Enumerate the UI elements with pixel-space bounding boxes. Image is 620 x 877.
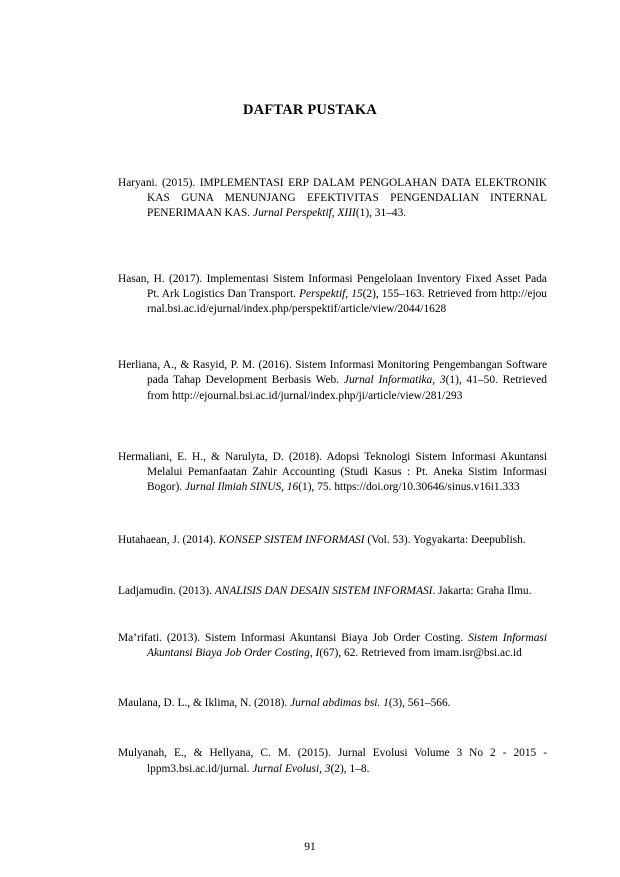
reference-text: Hasan, H. (2017). Implementasi Sistem Informasi Pengelolaan Inventory Fixed Asset Pada Pt. Ark Logistics Dan Transport.	[118, 272, 547, 300]
reference-text: Herliana, A., & Rasyid, P. M. (2016). Sistem Informasi Monitoring Pengembangan Software pada Tahap Development Berbasis Web.	[118, 359, 547, 387]
reference-journal: ANALISIS DAN DESAIN SISTEM INFORMASI	[214, 584, 433, 597]
reference-journal: Sistem Informasi Akuntansi Biaya Job Order Costing, I	[147, 631, 548, 660]
reference-item	[118, 358, 547, 404]
reference-text: Ladjamudin. (2013).	[118, 584, 215, 597]
reference-details: (67), 62. Retrieved from imam.isr@bsi.ac.id	[319, 647, 522, 660]
reference-journal: Perspektif, 15	[299, 287, 363, 300]
reference-details: (Vol. 53). Yogyakarta: Deepublish.	[364, 534, 526, 547]
reference-journal: Jurnal abdimas bsi. 1	[290, 697, 389, 710]
reference-item	[118, 584, 547, 599]
reference-details: (1), 41–50. Retrieved from	[147, 374, 547, 402]
reference-item	[118, 631, 547, 661]
reference-details: (2), 155–163. Retrieved from	[362, 287, 501, 300]
reference-details: (1), 31–43.	[355, 207, 407, 220]
reference-journal: KONSEP SISTEM INFORMASI	[218, 534, 365, 547]
reference-text: Mulyanah, E., & Hellyana, C. M. (2015). Jurnal Evolusi Volume 3 No 2 - 2015 - lppm3.bsi.ac.id/jurnal.	[118, 747, 547, 775]
page-title: DAFTAR PUSTAKA	[243, 102, 377, 118]
reference-text: Ma’rifati. (2013). Sistem Informasi Akuntansi Biaya Job Order Costing.	[118, 631, 469, 644]
reference-journal: Jurnal Perspektif, XIII	[253, 207, 356, 220]
reference-item	[118, 450, 547, 496]
reference-text: Hutahaean, J. (2014).	[118, 534, 219, 547]
page-number: 91	[304, 841, 316, 853]
reference-url: http://ejournal.bsi.ac.id/ejurnal/index.php/perspektif/article/view/2044/1628	[147, 287, 547, 316]
reference-item	[118, 696, 547, 711]
reference-details: (1), 75.	[298, 481, 335, 494]
reference-url: https://doi.org/10.30646/sinus.v16i1.333	[334, 481, 520, 494]
reference-item	[118, 272, 547, 318]
reference-item	[118, 533, 547, 548]
reference-journal: Jurnal Ilmiah SINUS, 16	[184, 481, 299, 494]
reference-journal: Jurnal Informatika, 3	[343, 374, 446, 387]
reference-list	[118, 176, 547, 827]
reference-url: http://ejournal.bsi.ac.id/jurnal/index.php/ji/article/view/281/293	[172, 389, 463, 402]
reference-details: (2), 1–8.	[330, 762, 370, 775]
reference-item	[118, 176, 547, 222]
reference-text: Hermaliani, E. H., & Narulyta, D. (2018). Adopsi Teknologi Sistem Informasi Akuntansi Melalui Pemanfaatan Zahir Accounting (Studi Kasus : Pt. Aneka Sistim Informasi Bogor).	[118, 450, 547, 494]
reference-item	[118, 746, 547, 776]
reference-journal: Jurnal Evolusi, 3	[252, 762, 331, 775]
reference-details: (3), 561–566.	[388, 697, 451, 710]
reference-text: Maulana, D. L., & Iklima, N. (2018).	[118, 697, 291, 710]
reference-text: Haryani. (2015). IMPLEMENTASI ERP DALAM PENGOLAHAN DATA ELEKTRONIK KAS GUNA MENUNJANG EFEKTIVITAS PENGENDALIAN INTERNAL PENERIMAAN KAS.	[118, 177, 547, 220]
reference-details: . Jakarta: Graha Ilmu.	[432, 584, 532, 597]
